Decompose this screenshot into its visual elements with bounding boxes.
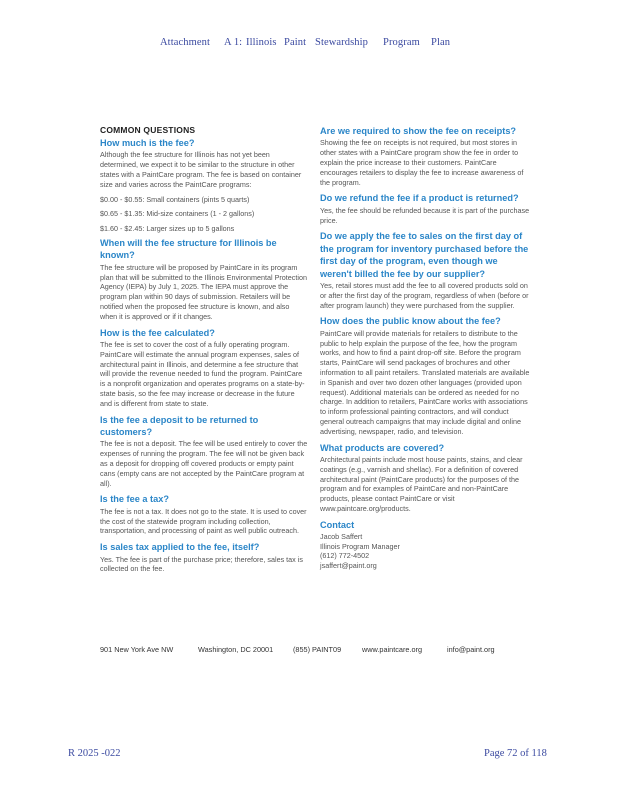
question-fee-structure-known: When will the fee structure for Illinois be known? (100, 237, 277, 261)
footer-phone: (855) PAINT09 (293, 645, 342, 654)
question-fee-amount: How much is the fee? (100, 138, 195, 148)
question-products-covered: What products are covered? (320, 442, 445, 453)
question-refund: Do we refund the fee if a product is returned? (320, 193, 519, 204)
question-public-know: How does the public know about the fee? (320, 316, 501, 327)
right-column (320, 125, 530, 571)
question-fee-calculated: How is the fee calculated? (100, 327, 215, 338)
answer-fee-amount: Although the fee structure for Illinois has not yet been determined, we expect it to be similar to the structure in other states with a PaintCare program. The fee is based on container size and varies across the PaintCare programs: (100, 150, 302, 189)
price-tier-large: $1.60 - $2.45: Larger sizes up to 5 gallons (100, 224, 235, 234)
header-code: A 1: (224, 37, 243, 48)
question-fee-tax: Is the fee a tax? (100, 494, 169, 505)
footer-address: 901 New York Ave NW (100, 645, 174, 654)
page-number: Page 72 of 118 (484, 748, 547, 759)
footer-email: info@paint.org (447, 645, 495, 654)
header-word-paint: Paint (284, 37, 307, 48)
answer-fee-calculated: The fee is set to cover the cost of a fully operating program. PaintCare will estimate the annual program expenses, sales of architectural paint in Illinois, and determine a fee structure that will provide the revenue needed to fund the program. PaintCare is a nonprofit organization and operates programs on a state-by-state basis, so the fee may increase or decrease in the future and is different from state to state. (100, 339, 305, 408)
contact-role: Illinois Program Manager (320, 541, 400, 551)
contact-title: Contact (320, 519, 355, 530)
header-word-plan: Plan (431, 37, 451, 48)
answer-fee-deposit: The fee is not a deposit. The fee will be used entirely to cover the expenses of running the program. The fee will not be given back as a deposit for dropping off covered products or empty paint cans (empty cans are not accepted by the PaintCare program at all). (100, 439, 308, 488)
answer-public-know: PaintCare will provide materials for retailers to distribute to the public to help explain the purpose of the fee, how the program works, and how to find a paint drop-off site. Before the program starts, PaintCare will send packages of brochures and other information to all paint retailers. Translated materials are available in Spanish and over two dozen other languages (provided upon request). Additional materials can be ordered as needed for no charge. In addition to retailers, PaintCare works with associations to inform professional painting contractors, and will conduct general outreach campaigns that may include digital and online advertising, newspaper, radio, and television. (320, 328, 530, 436)
footer-website: www.paintcare.org (362, 645, 423, 654)
header-word-stewardship: Stewardship (315, 37, 369, 48)
answer-fee-tax: The fee is not a tax. It does not go to the state. It is used to cover the cost of the statewide program including collection, transportation, and processing of paint as well public outreach. (100, 506, 307, 536)
price-tier-mid: $0.65 - $1.35: Mid-size containers (1 - 2 gallons) (100, 209, 255, 219)
answer-products-covered: Architectural paints include most house paints, stains, and clear coatings (e.g., varnish and shellac). For a definition of covered architectural paint (PaintCare products) for the purposes of the program and for examples of PaintCare and non-PaintCare products, please contact PaintCare or visit www.paintcare.org/products. (320, 454, 523, 513)
contact-name: Jacob Saffert (320, 532, 363, 542)
answer-receipts: Showing the fee on receipts is not required, but most stores in other states with a PaintCare program show the fee in order to explain the price increase to their customers. PaintCare encourages retailers to display the fee to increase awareness of the program. (320, 138, 524, 187)
answer-first-day: Yes, retail stores must add the fee to all covered products sold on or after the first day of the program, regardless of when (before or after program launch) they were purchased from the supplier. (320, 281, 529, 310)
section-title: COMMON QUESTIONS (100, 125, 196, 135)
answer-sales-tax: Yes. The fee is part of the purchase price; therefore, sales tax is collected on the fee. (100, 554, 303, 574)
header-attachment: Attachment (160, 37, 210, 48)
answer-refund: Yes, the fee should be refunded because it is part of the purchase price. (320, 205, 530, 225)
answer-fee-structure-known: The fee structure will be proposed by PaintCare in its program plan that will be submitted to the Illinois Environmental Protection Agency (IEPA) by July 1, 2025. The IEPA must approve the program plan within 90 days of submission. Retailers will be notified when the proposed fee structure is known, and also when it is approved or if it changes. (100, 262, 307, 321)
price-tier-small: $0.00 - $0.55: Small containers (pints 5 quarts) (100, 194, 250, 204)
question-receipts: Are we required to show the fee on receipts? (320, 126, 517, 136)
contact-phone: (612) 772-4502 (320, 551, 370, 561)
header-word-illinois: Illinois (246, 37, 277, 48)
contact-email: jsaffert@paint.org (320, 560, 377, 570)
document-id: R 2025 -022 (68, 748, 121, 759)
question-first-day: Do we apply the fee to sales on the first day of the program for inventory purchased before the first day of the program, even though we weren't billed the fee by our supplier? (320, 231, 529, 279)
header-word-program: Program (383, 37, 420, 48)
question-fee-deposit: Is the fee a deposit to be returned to customers? (100, 414, 259, 437)
footer-city: Washington, DC 20001 (198, 645, 274, 654)
left-column (100, 125, 308, 579)
question-sales-tax: Is sales tax applied to the fee, itself? (100, 542, 260, 553)
